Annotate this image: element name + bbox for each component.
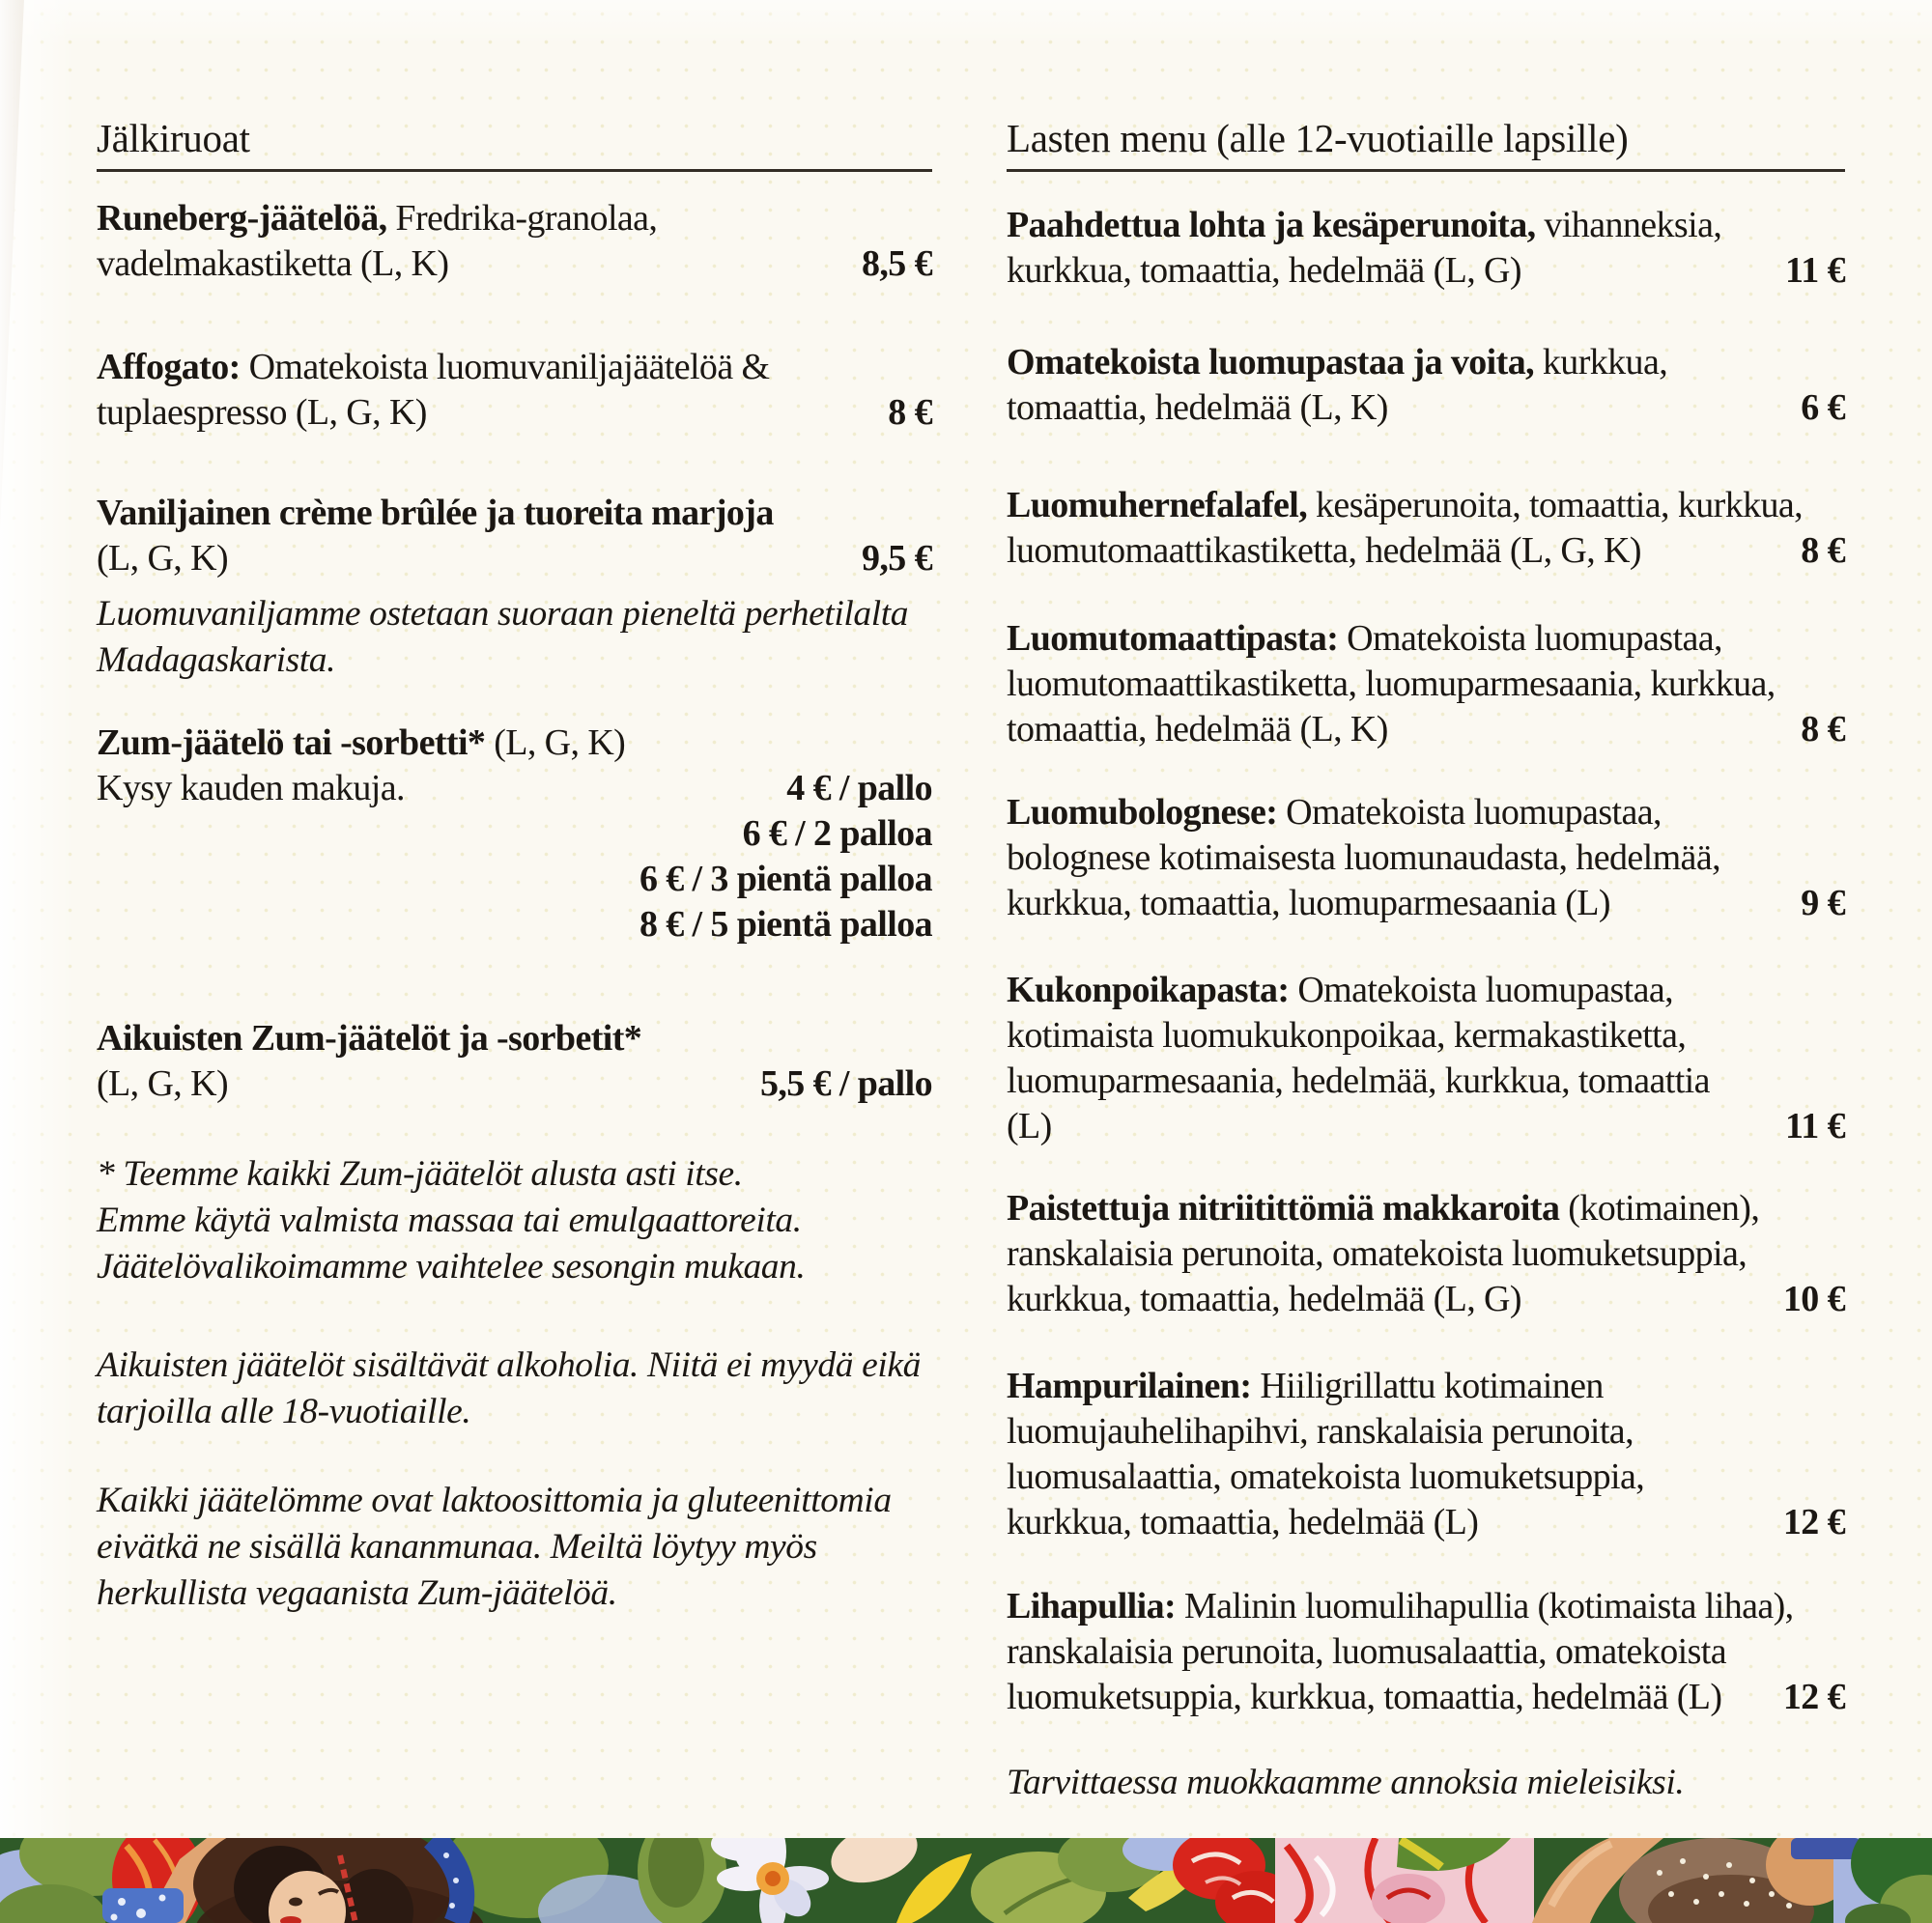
item-price: 12 €	[1782, 1677, 1845, 1717]
item-price: 10 €	[1782, 1279, 1845, 1319]
item-title: Omatekoista luomupastaa ja voita,	[1007, 342, 1534, 382]
menu-item-meatballs	[1007, 1584, 1845, 1720]
item-title: Runeberg-jäätelöä,	[97, 198, 387, 239]
menu-line	[97, 390, 932, 436]
item-price: 8,5 €	[861, 243, 932, 284]
menu-line	[1007, 1584, 1845, 1629]
item-description: luomuparmesaania, hedelmää, kurkkua, tomaattia	[1007, 1060, 1710, 1101]
item-description: vadelmakastiketta (L, K)	[97, 243, 449, 284]
item-title: Hampurilainen:	[1007, 1366, 1252, 1406]
menu-item-bolognese	[1007, 790, 1845, 926]
item-description: bolognese kotimaisesta luomunaudasta, hedelmää,	[1007, 837, 1720, 878]
menu-line	[1007, 483, 1845, 528]
item-description: (L, G, K)	[97, 1063, 229, 1104]
desserts-heading: Jälkiruoat	[97, 114, 932, 172]
item-price: 9 €	[1801, 883, 1845, 923]
item-description: (L)	[1007, 1106, 1052, 1146]
item-description: Hiiligrillattu kotimainen	[1251, 1366, 1604, 1406]
item-description: tomaattia, hedelmää (L, K)	[1007, 709, 1388, 749]
menu-line	[1007, 1186, 1845, 1231]
menu-line	[1007, 835, 1845, 881]
item-description: kurkkua, tomaattia, luomuparmesaania (L)	[1007, 883, 1610, 923]
item-title: Aikuisten Zum-jäätelöt ja -sorbetit*	[97, 1018, 642, 1059]
item-description: Kysy kauden makuja.	[97, 768, 405, 808]
item-price: 8 €	[1801, 709, 1845, 749]
menu-line	[1007, 1629, 1845, 1675]
scan-left-fade	[0, 0, 75, 1838]
item-title: Luomutomaattipasta:	[1007, 618, 1339, 659]
item-price: 6 € / 2 palloa	[742, 813, 932, 854]
menu-line	[97, 857, 932, 902]
menu-line	[1007, 1500, 1845, 1545]
menu-item-falafel	[1007, 483, 1845, 574]
item-title: Vaniljainen crème brûlée ja tuoreita marjoja	[97, 493, 774, 533]
menu-line	[97, 345, 932, 390]
menu-line	[1007, 1455, 1845, 1500]
menu-line	[1007, 528, 1845, 574]
item-description: ranskalaisia perunoita, omatekoista luomuketsuppia,	[1007, 1233, 1747, 1274]
menu-line	[97, 196, 932, 241]
item-description: tomaattia, hedelmää (L, K)	[1007, 387, 1388, 428]
menu-line	[1007, 662, 1845, 707]
item-title: Paistettuja nitriitittömiä makkaroita	[1007, 1188, 1560, 1229]
menu-line	[1007, 1675, 1845, 1720]
item-price: 4 € / pallo	[786, 768, 932, 808]
floral-border-svg	[0, 1838, 1932, 1923]
item-description: luomuketsuppia, kurkkua, tomaattia, hedelmää (L)	[1007, 1677, 1722, 1717]
item-price: 8 €	[1801, 530, 1845, 571]
item-description: ranskalaisia perunoita, luomusalaattia, omatekoista	[1007, 1631, 1726, 1672]
item-description: Omatekoista luomuvaniljajäätelöä &	[240, 347, 770, 387]
item-price: 9,5 €	[861, 538, 932, 579]
menu-line	[1007, 968, 1845, 1013]
menu-line	[97, 721, 932, 766]
desserts-column	[97, 0, 932, 1838]
menu-line	[1007, 1277, 1845, 1322]
menu-line	[97, 902, 932, 947]
menu-line	[97, 1061, 932, 1107]
menu-line	[97, 1016, 932, 1061]
menu-line	[1007, 1059, 1845, 1104]
floral-border-illustration	[0, 1838, 1932, 1923]
menu-line	[1007, 790, 1845, 835]
item-description: kurkkua,	[1534, 342, 1668, 382]
item-description: Fredrika-granolaa,	[386, 198, 658, 239]
menu-item-zum-icecream	[97, 721, 932, 947]
item-description: Malinin luomulihapullia (kotimaista lihaa),	[1176, 1586, 1794, 1626]
item-title: Lihapullia:	[1007, 1586, 1177, 1626]
menu-line	[1007, 1231, 1845, 1277]
menu-item-sausages	[1007, 1186, 1845, 1322]
footnote-homemade: * Teemme kaikki Zum-jäätelöt alusta asti itse. Emme käytä valmista massaa tai emulgaattoreita. Jäätelövalikoimamme vaihtelee sesongin mukaan.	[97, 1154, 806, 1287]
kids-menu-heading: Lasten menu (alle 12-vuotiaille lapsille)	[1007, 114, 1845, 172]
item-description: (L, G, K)	[97, 538, 229, 579]
item-description: luomujauhelihapihvi, ranskalaisia perunoita,	[1007, 1411, 1634, 1452]
item-price: 12 €	[1782, 1502, 1845, 1542]
item-description: Omatekoista luomupastaa,	[1277, 792, 1662, 833]
footnote-customize: Tarvittaessa muokkaamme annoksia mieleisiksi.	[1007, 1763, 1685, 1802]
menu-item-salmon	[1007, 203, 1845, 294]
menu-line	[1007, 707, 1845, 752]
item-title: Zum-jäätelö tai -sorbetti*	[97, 722, 486, 763]
item-description: Omatekoista luomupastaa,	[1289, 970, 1674, 1010]
menu-line	[1007, 1409, 1845, 1455]
item-description: (L, G, K)	[485, 722, 626, 763]
item-price: 6 € / 3 pientä palloa	[639, 859, 932, 899]
item-price: 11 €	[1784, 1106, 1845, 1146]
item-description: (kotimainen),	[1559, 1188, 1760, 1229]
item-price: 8 €	[888, 392, 932, 433]
menu-line	[97, 811, 932, 857]
menu-item-butter-pasta	[1007, 340, 1845, 431]
footnote-alcohol: Aikuisten jäätelöt sisältävät alkoholia. Niitä ei myydä eikä tarjoilla alle 18-vuotiaille.	[97, 1345, 921, 1431]
menu-line	[97, 536, 932, 581]
item-description: luomutomaattikastiketta, luomuparmesaania, kurkkua,	[1007, 664, 1776, 704]
item-price: 8 € / 5 pientä palloa	[639, 904, 932, 945]
item-description: kurkkua, tomaattia, hedelmää (L)	[1007, 1502, 1479, 1542]
item-description: vihanneksia,	[1535, 205, 1722, 245]
menu-line	[1007, 616, 1845, 662]
item-title: Luomuhernefalafel,	[1007, 485, 1308, 525]
item-title: Paahdettua lohta ja kesäperunoita,	[1007, 205, 1536, 245]
menu-line	[1007, 248, 1845, 294]
menu-item-affogato	[97, 345, 932, 436]
menu-line	[97, 241, 932, 287]
item-description: kesäperunoita, tomaattia, kurkkua,	[1307, 485, 1804, 525]
item-description: Omatekoista luomupastaa,	[1338, 618, 1722, 659]
menu-line	[97, 766, 932, 811]
menu-item-adult-zum	[97, 1016, 932, 1107]
item-price: 11 €	[1784, 250, 1845, 291]
kids-menu-column	[1007, 0, 1845, 1838]
item-title: Kukonpoikapasta:	[1007, 970, 1290, 1010]
item-note: Luomuvaniljamme ostetaan suoraan pieneltä perhetilalta Madagaskarista.	[97, 594, 909, 680]
item-title: Luomubolognese:	[1007, 792, 1278, 833]
menu-item-tomato-pasta	[1007, 616, 1845, 752]
menu-line	[1007, 1364, 1845, 1409]
item-description: kurkkua, tomaattia, hedelmää (L, G)	[1007, 250, 1521, 291]
pink-roses	[1275, 1838, 1534, 1923]
item-description: luomutomaattikastiketta, hedelmää (L, G, K)	[1007, 530, 1641, 571]
item-price: 6 €	[1801, 387, 1845, 428]
item-description: kotimaista luomukukonpoikaa, kermakastiketta,	[1007, 1015, 1687, 1056]
menu-item-hamburger	[1007, 1364, 1845, 1545]
menu-line	[1007, 385, 1845, 431]
menu-line	[1007, 881, 1845, 926]
item-price: 5,5 € / pallo	[759, 1063, 932, 1104]
menu-item-runeberg	[97, 196, 932, 287]
menu-line	[1007, 1104, 1845, 1149]
menu-line	[1007, 1013, 1845, 1059]
item-title: Affogato:	[97, 347, 241, 387]
menu-line	[1007, 340, 1845, 385]
item-description: kurkkua, tomaattia, hedelmää (L, G)	[1007, 1279, 1521, 1319]
menu-line	[97, 491, 932, 536]
menu-item-chicken-pasta	[1007, 968, 1845, 1149]
menu-item-creme-brulee	[97, 491, 932, 684]
item-description: luomusalaattia, omatekoista luomuketsuppia,	[1007, 1456, 1645, 1497]
footnote-lactose-free: Kaikki jäätelömme ovat laktoosittomia ja gluteenittomia eivätkä ne sisällä kananmunaa. Meiltä löytyy myös herkullista vegaanista Zum-jäätelöä.	[97, 1481, 892, 1613]
menu-line	[1007, 203, 1845, 248]
item-description: tuplaespresso (L, G, K)	[97, 392, 427, 433]
